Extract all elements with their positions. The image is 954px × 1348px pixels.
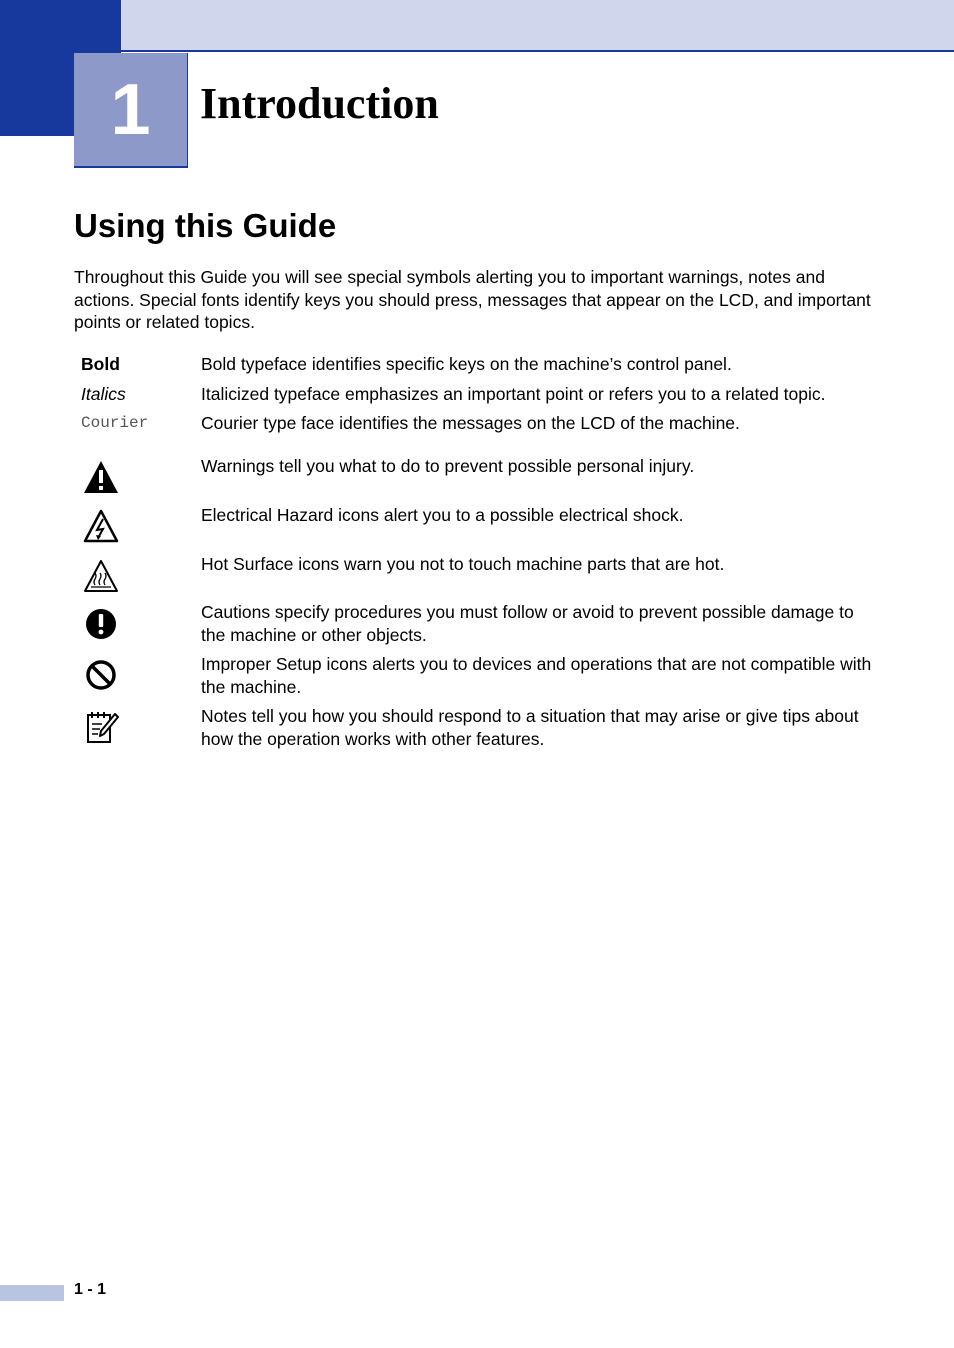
convention-description: Bold typeface identifies specific keys on the machine’s control panel. (201, 354, 732, 374)
warning-icon (82, 458, 120, 496)
icon-description: Hot Surface icons warn you not to touch machine parts that are hot. (201, 554, 725, 574)
section-title: Using this Guide (74, 207, 337, 244)
icon-description: Improper Setup icons alerts you to devices and operations that are not compatible with the machine. (201, 654, 872, 697)
improper-setup-icon (82, 656, 120, 694)
electrical-hazard-icon (82, 507, 120, 545)
header-band-light (121, 0, 954, 52)
caution-icon (82, 606, 120, 644)
chapter-title: Introduction (200, 79, 439, 128)
note-icon (82, 708, 120, 746)
convention-description: Italicized typeface emphasizes an important point or refers you to a related topic. (201, 384, 826, 404)
icon-description: Warnings tell you what to do to prevent possible personal injury. (201, 456, 695, 476)
hot-surface-icon (82, 557, 120, 595)
convention-description: Courier type face identifies the messages on the LCD of the machine. (201, 413, 740, 433)
convention-key: Italics (81, 384, 126, 404)
convention-key: Bold (81, 354, 120, 374)
icon-description: Cautions specify procedures you must follow or avoid to prevent possible damage to the machine or other objects. (201, 602, 854, 645)
footer-bar (0, 1285, 64, 1301)
icon-description: Notes tell you how you should respond to a situation that may arise or give tips about how the operation works with other features. (201, 706, 859, 749)
chapter-number-box (74, 53, 188, 168)
chapter-number: 1 (110, 69, 151, 150)
page-number: 1 - 1 (74, 1281, 107, 1298)
icon-description: Electrical Hazard icons alert you to a possible electrical shock. (201, 505, 684, 525)
convention-key: Courier (81, 414, 149, 432)
section-intro: Throughout this Guide you will see special symbols alerting you to important warnings, notes and actions. Special fonts identify keys you should press, messages that appear on the LCD, and important points or related topics. (74, 267, 871, 332)
